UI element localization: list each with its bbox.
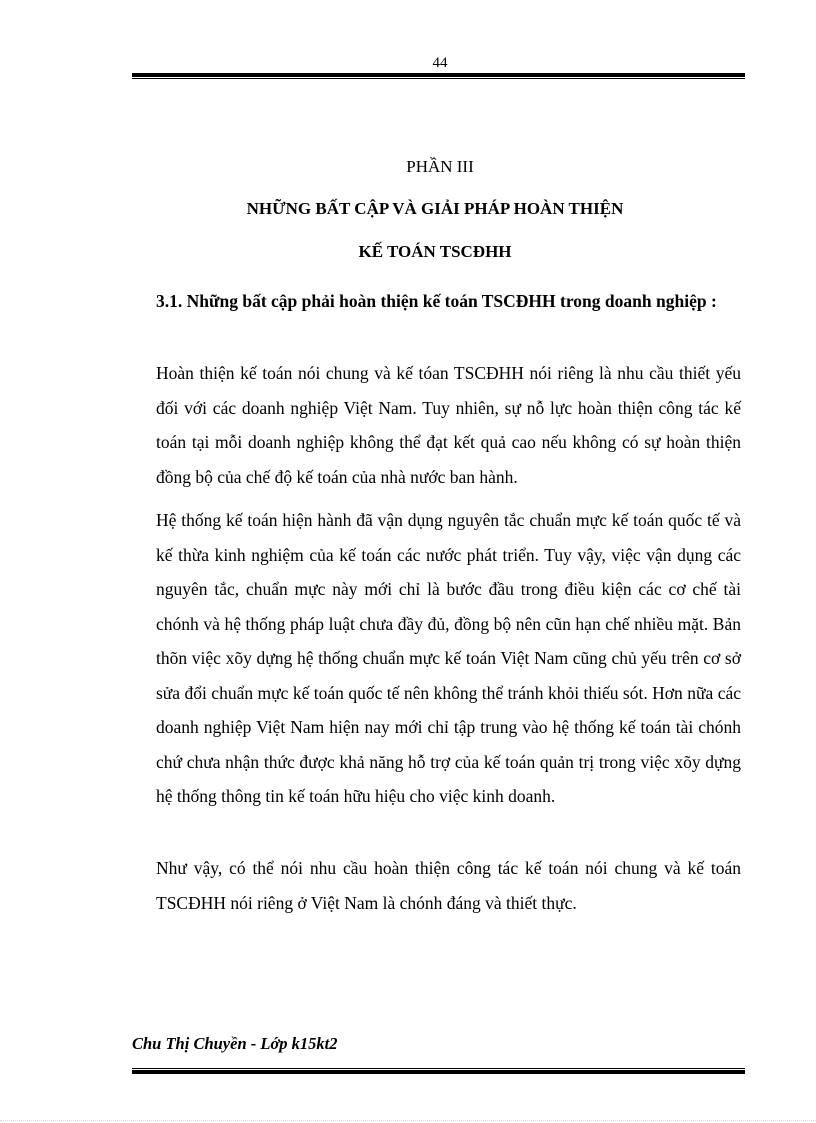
section-heading: 3.1. Những bất cập phải hoàn thiện kế toán TSCĐHH trong doanh nghiệp : xyxy=(156,291,717,311)
footer-rule-thin-line xyxy=(132,1068,745,1069)
footer-author-class: Chu Thị Chuyền - Lớp k15kt2 xyxy=(132,1034,338,1053)
body-paragraph-1: Hoàn thiện kế toán nói chung và kế tóan TSCĐHH nói riêng là nhu cầu thiết yếu đối với các doanh nghiệp Việt Nam. Tuy nhiên, sự nỗ lực hoàn thiện công tác kế toán tại mỗi doanh nghiệp không thể đạt kết quả cao nếu không có sự hoàn thiện đồng bộ của chế độ kế toán của nhà nước ban hành. xyxy=(156,363,741,487)
page-number: 44 xyxy=(432,55,448,71)
page-bottom-dotted-edge xyxy=(0,1120,816,1121)
footer-rule-thick-line xyxy=(132,1070,745,1074)
header-rule xyxy=(132,73,745,79)
header-rule-thin-line xyxy=(132,78,745,79)
body-paragraph-3: Như vậy, có thể nói nhu cầu hoàn thiện công tác kế toán nói chung và kế toán TSCĐHH nói riêng ở Việt Nam là chónh đáng và thiết thực. xyxy=(156,858,741,913)
chapter-heading-line-2: KẾ TOÁN TSCĐHH xyxy=(358,242,512,261)
part-title: PHẦN III xyxy=(406,157,474,176)
body-paragraph-2: Hệ thống kế toán hiện hành đã vận dụng nguyên tắc chuẩn mực kế toán quốc tế và kế thừa kinh nghiệm của kế toán các nước phát triển. Tuy vậy, việc vận dụng các nguyên tắc, chuẩn mực này mới chỉ là bước đầu trong điều kiện các cơ chế tài chónh và hệ thống pháp luật chưa đầy đủ, đồng bộ nên cũn hạn chế nhiều mặt. Bản thõn việc xõy dựng hệ thống chuẩn mực kế toán Việt Nam cũng chủ yếu trên cơ sở sửa đổi chuẩn mực kế toán quốc tế nên không thể tránh khỏi thiếu sót. Hơn nữa các doanh nghiệp Việt Nam hiện nay mới chỉ tập trung vào hệ thống kế toán tài chónh chứ chưa nhận thức được khả năng hỗ trợ của kế toán quản trị trong việc xõy dựng hệ thống thông tin kế toán hữu hiệu cho việc kinh doanh. xyxy=(156,510,741,806)
chapter-heading-line-1: NHỮNG BẤT CẬP VÀ GIẢI PHÁP HOÀN THIỆN xyxy=(246,199,624,218)
header-rule-thick-line xyxy=(132,73,745,77)
footer-rule xyxy=(132,1068,745,1074)
